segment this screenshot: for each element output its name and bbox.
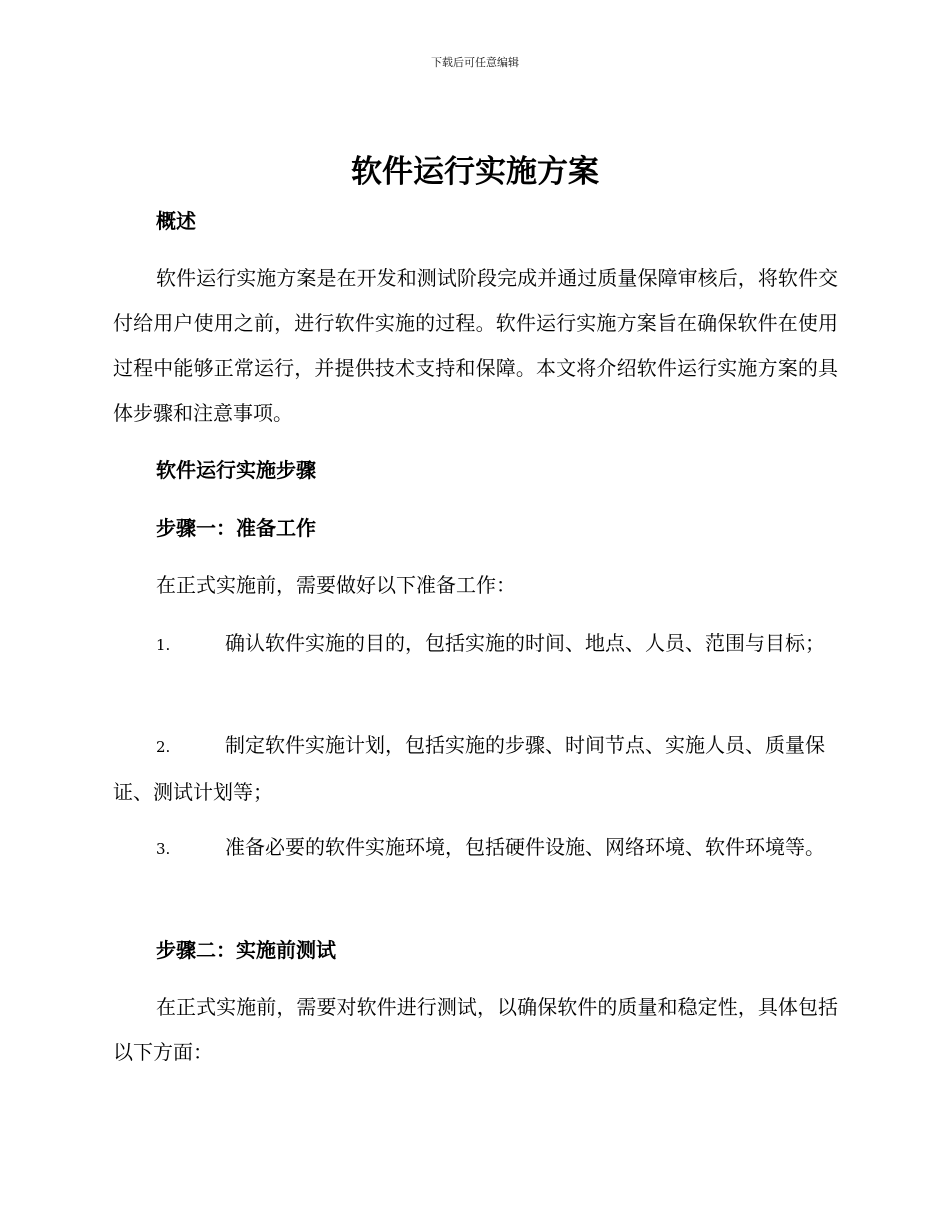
heading-overview: 概述 [156,209,196,233]
list-item-text: 制定软件实施计划，包括实施的步骤、时间节点、实施人员、质量保证、测试计划等； [113,733,825,804]
list-item-number: 2. [156,738,171,756]
heading-steps: 软件运行实施步骤 [156,458,316,482]
list-item [113,621,838,668]
list-item-number: 1. [156,636,171,654]
paragraph-step1-intro: 在正式实施前，需要做好以下准备工作： [156,573,516,597]
document-title: 软件运行实施方案 [351,154,599,190]
paragraph-overview: 软件运行实施方案是在开发和测试阶段完成并通过质量保障审核后，将软件交付给用户使用之前，进行软件实施的过程。软件运行实施方案旨在确保软件在使用过程中能够正常运行，并提供技术支持和保障。本文将介绍软件运行实施方案的具体步骤和注意事项。 [113,266,838,425]
list-item-text: 准备必要的软件实施环境，包括硬件设施、网络环境、软件环境等。 [225,835,825,859]
list-item [113,723,838,815]
list-item [113,825,838,872]
list-item-number: 3. [156,840,171,858]
page-header: 下载后可任意编辑 [431,56,519,69]
paragraph-step2-intro: 在正式实施前，需要对软件进行测试，以确保软件的质量和稳定性，具体包括以下方面： [113,995,838,1064]
list-item-text: 确认软件实施的目的，包括实施的时间、地点、人员、范围与目标； [225,631,825,655]
heading-step1: 步骤一：准备工作 [156,516,316,540]
heading-step2: 步骤二：实施前测试 [156,938,336,962]
